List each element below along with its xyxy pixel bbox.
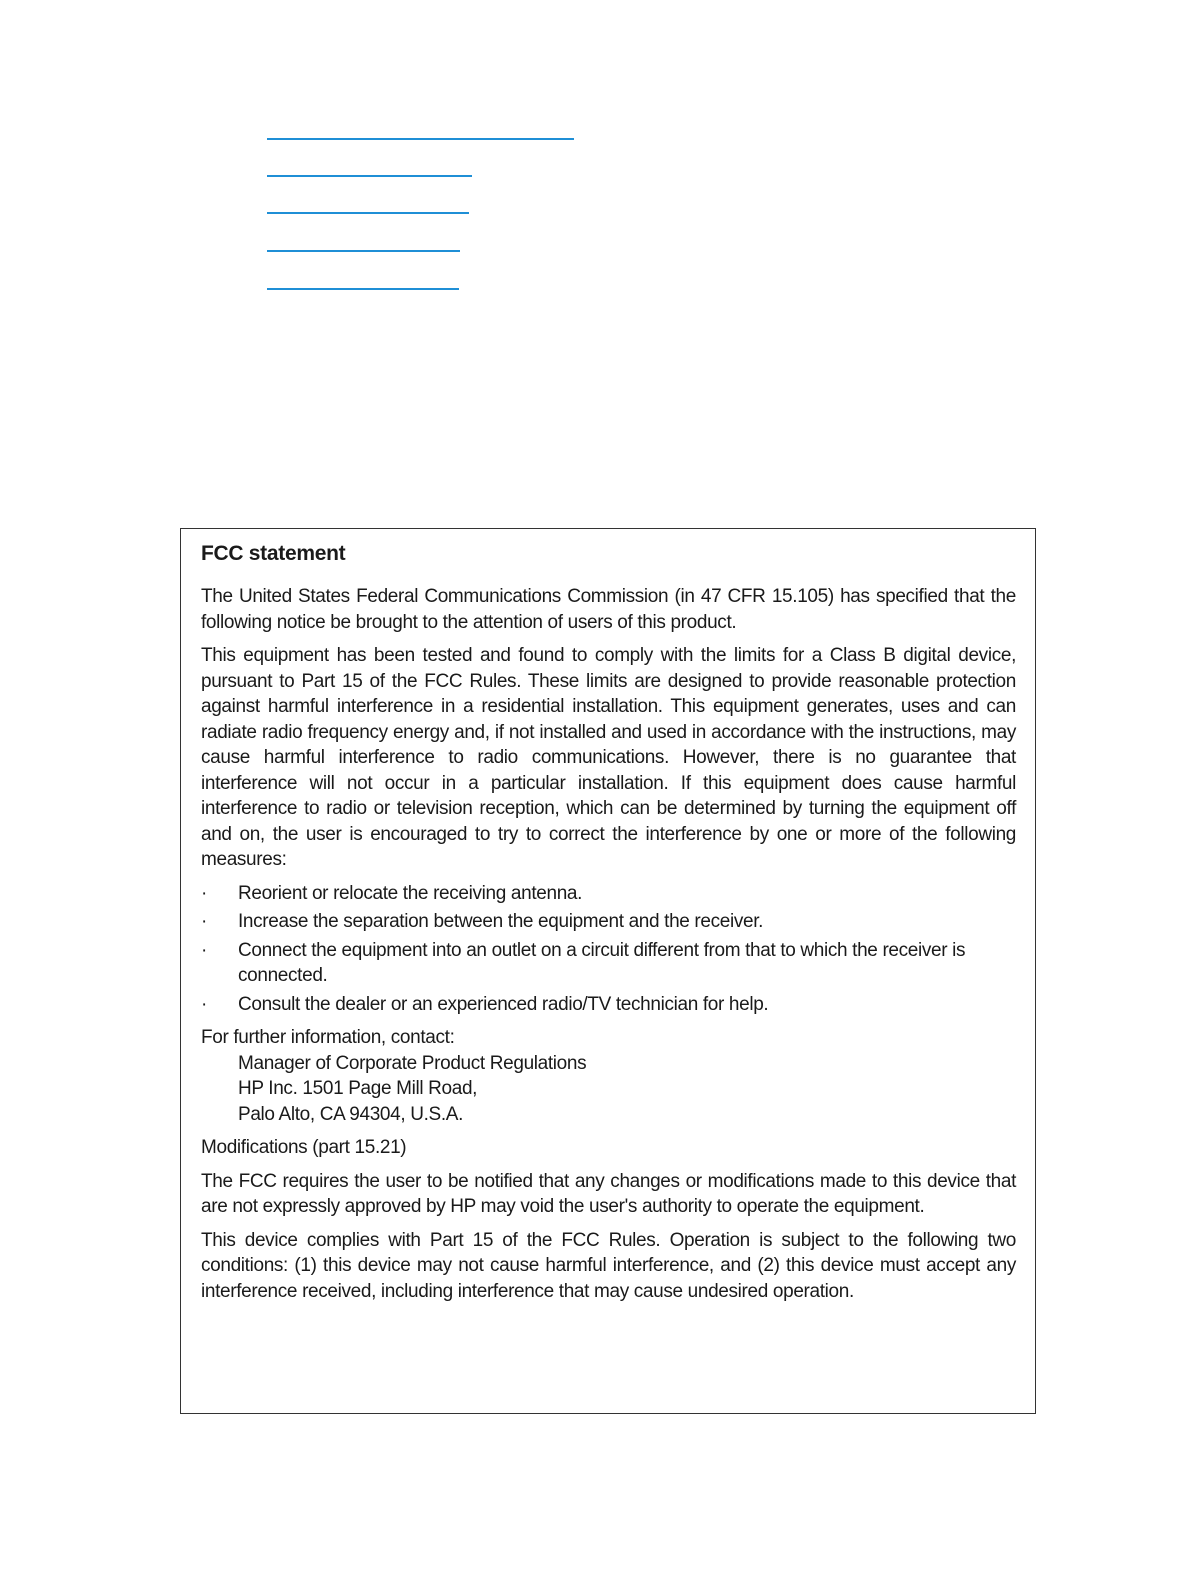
measure-text: Connect the equipment into an outlet on a circuit different from that to which the receiver is connected. (238, 939, 966, 986)
contact-address (238, 1051, 1016, 1128)
measure-item (201, 881, 1016, 907)
address-line: Manager of Corporate Product Regulations (238, 1052, 587, 1074)
address-line: Palo Alto, CA 94304, U.S.A. (238, 1103, 464, 1125)
bullet-icon: · (201, 939, 207, 961)
compliance-text: This device complies with Part 15 of the FCC Rules. Operation is subject to the following two conditions: (1) this device may not cause harmful interference, and (2) this device must accept any interference received, including interference that may cause undesired operation. (201, 1229, 1016, 1302)
measure-text: Reorient or relocate the receiving antenna. (238, 882, 583, 904)
measure-item (201, 992, 1016, 1018)
bullet-icon: · (201, 993, 207, 1015)
toc-link-1[interactable] (267, 138, 574, 140)
toc-link-2[interactable] (267, 175, 472, 177)
measure-item (201, 938, 1016, 989)
fcc-statement-box (180, 528, 1036, 1414)
measure-item (201, 909, 1016, 935)
modifications-text: The FCC requires the user to be notified that any changes or modifications made to this device that are not expressly approved by HP may void the user's authority to operate the equipment. (201, 1170, 1016, 1217)
toc-link-4[interactable] (267, 250, 460, 252)
measures-list (201, 881, 1016, 1018)
fcc-body: This equipment has been tested and found to comply with the limits for a Class B digital device, pursuant to Part 15 of the FCC Rules. These limits are designed to provide reasonable protection against harmful interference in a residential installation. This equipment generates, uses and can radiate radio frequency energy and, if not installed and used in accordance with the instructions, may cause harmful interference to radio communications. However, there is no guarantee that interference will not occur in a particular installation. If this equipment does cause harmful interference to radio or television reception, which can be determined by turning the equipment off and on, the user is encouraged to try to correct the interference by one or more of the following measures: (201, 645, 1016, 870)
measure-text: Increase the separation between the equipment and the receiver. (238, 911, 764, 932)
toc-link-3[interactable] (267, 212, 469, 214)
contact-lead: For further information, contact: (201, 1027, 455, 1048)
bullet-icon: · (201, 882, 207, 904)
fcc-intro: The United States Federal Communications Commission (in 47 CFR 15.105) has specified that the following notice be brought to the attention of users of this product. (201, 586, 1016, 633)
modifications-heading: Modifications (part 15.21) (201, 1137, 407, 1158)
fcc-title: FCC statement (201, 542, 346, 565)
bullet-icon: · (201, 911, 207, 932)
address-line: HP Inc. 1501 Page Mill Road, (238, 1078, 478, 1099)
toc-link-5[interactable] (267, 288, 459, 290)
measure-text: Consult the dealer or an experienced radio/TV technician for help. (238, 993, 769, 1015)
